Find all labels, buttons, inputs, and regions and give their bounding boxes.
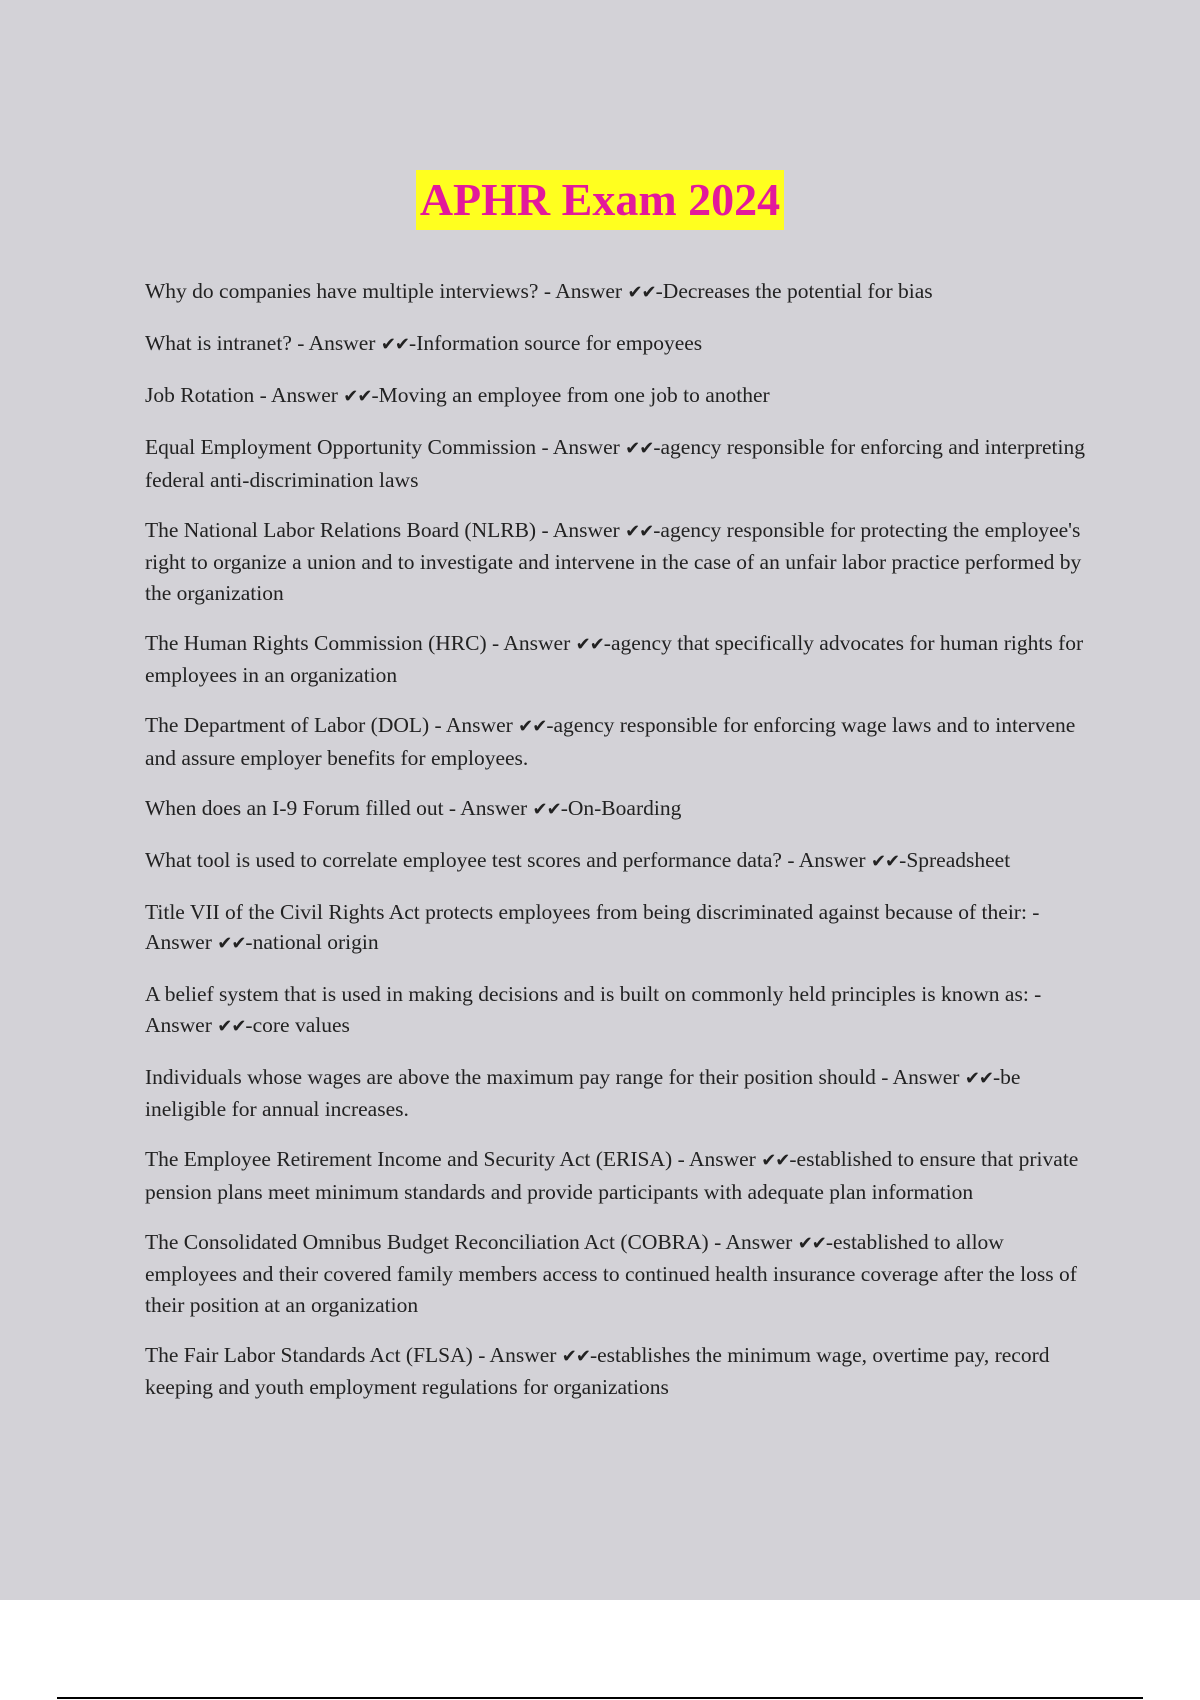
double-check-icon: ✔✔ xyxy=(575,633,604,655)
answer-label: Answer xyxy=(555,279,623,303)
double-check-icon: ✔✔ xyxy=(870,850,900,872)
question-text: What is intranet? xyxy=(145,331,292,355)
answer-label: Answer xyxy=(145,1012,212,1037)
qa-item: The National Labor Relations Board (NLRB) - Answer ✔✔-agency responsible for protecting the employee's right to organize a union and to investigate and intervene in the case of an unfair labor practice performed by the organization xyxy=(145,517,1082,605)
footer-rule xyxy=(57,1697,1143,1699)
answer-label: Answer xyxy=(460,795,528,820)
answer-text: established to ensure that private pension plans meet minimum standards and provide participants with adequate plan information xyxy=(145,1147,1079,1204)
qa-item: The Employee Retirement Income and Security Act (ERISA) - Answer ✔✔-established to ensure that private pension plans meet minimum standards and provide participants with adequate plan information xyxy=(145,1147,1079,1204)
double-check-icon: ✔✔ xyxy=(761,1150,790,1171)
answer-text: Moving an employee from one job to another xyxy=(378,383,770,407)
answer-text: agency that specifically advocates for human rights for employees in an organization xyxy=(145,630,1084,687)
answer-label: Answer xyxy=(271,383,338,407)
double-check-icon: ✔✔ xyxy=(217,1015,246,1037)
answer-label: Answer xyxy=(552,435,620,459)
double-check-icon: ✔✔ xyxy=(532,798,561,820)
answer-text: core values xyxy=(252,1012,350,1037)
question-text: The Human Rights Commission (HRC) xyxy=(145,630,487,655)
question-text: The Department of Labor (DOL) xyxy=(145,713,430,737)
question-text: What tool is used to correlate employee test scores and performance data? xyxy=(145,847,782,872)
answer-text: national origin xyxy=(252,930,379,954)
qa-item: The Consolidated Omnibus Budget Reconciliation Act (COBRA) - Answer ✔✔-established to allow employees and their covered family members access to continued health insurance coverage after the loss of their position at an organization xyxy=(145,1229,1077,1317)
qa-item: What is intranet? - Answer ✔✔-Information source for empoyees xyxy=(145,331,703,355)
question-text: The National Labor Relations Board (NLRB) xyxy=(145,517,537,542)
qa-item: The Fair Labor Standards Act (FLSA) - Answer ✔✔-establishes the minimum wage, overtime pay, record keeping and youth employment regulations for organizations xyxy=(145,1342,1050,1399)
qa-item: The Department of Labor (DOL) - Answer ✔✔-agency responsible for enforcing wage laws and to intervene and assure employer benefits for employees. xyxy=(145,713,1076,770)
question-text: A belief system that is used in making decisions and is built on commonly held principles is known as: xyxy=(145,982,1029,1006)
answer-text: agency responsible for enforcing and interpreting federal anti-discrimination laws xyxy=(145,435,1085,492)
answer-label: Answer xyxy=(503,630,571,655)
question-text: Equal Employment Opportunity Commission xyxy=(145,435,537,459)
answer-text: agency responsible for enforcing wage laws and to intervene and assure employer benefits for employees. xyxy=(145,713,1076,770)
question-text: When does an I-9 Forum filled out xyxy=(145,795,444,820)
qa-item: Why do companies have multiple interviews? - Answer ✔✔-Decreases the potential for bias xyxy=(145,279,933,303)
answer-text: Spreadsheet xyxy=(906,847,1011,872)
answer-text: be ineligible for annual increases. xyxy=(145,1064,1021,1121)
double-check-icon: ✔✔ xyxy=(627,282,656,303)
double-check-icon: ✔✔ xyxy=(625,520,654,542)
answer-label: Answer xyxy=(798,847,866,872)
question-text: The Consolidated Omnibus Budget Reconciliation Act (COBRA) xyxy=(145,1229,709,1254)
question-text: Job Rotation xyxy=(145,383,255,407)
double-check-icon: ✔✔ xyxy=(964,1067,993,1089)
double-check-icon: ✔✔ xyxy=(217,933,246,954)
question-text: The Employee Retirement Income and Security Act (ERISA) xyxy=(145,1147,673,1171)
qa-item: The Human Rights Commission (HRC) - Answer ✔✔-agency that specifically advocates for human rights for employees in an organization xyxy=(145,630,1084,687)
qa-item: When does an I-9 Forum filled out - Answer ✔✔-On-Boarding xyxy=(145,795,682,820)
answer-text: agency responsible for protecting the employee's right to organize a union and to investigate and intervene in the case of an unfair labor practice performed by the organization xyxy=(145,517,1082,605)
question-text: Individuals whose wages are above the maximum pay range for their position should xyxy=(145,1064,876,1089)
question-text: Why do companies have multiple interviews? xyxy=(145,279,539,303)
qa-item: Title VII of the Civil Rights Act protects employees from being discriminated against because of their: - Answer ✔✔-national origin xyxy=(145,899,1040,954)
answer-text: Decreases the potential for bias xyxy=(662,279,933,303)
double-check-icon: ✔✔ xyxy=(561,1345,590,1367)
answer-label: Answer xyxy=(688,1147,756,1171)
answer-label: Answer xyxy=(489,1342,557,1367)
double-check-icon: ✔✔ xyxy=(343,386,372,407)
answer-text: Information source for empoyees xyxy=(416,331,703,355)
qa-item: What tool is used to correlate employee test scores and performance data? - Answer ✔✔-Spreadsheet xyxy=(145,847,1011,872)
answer-label: Answer xyxy=(892,1064,960,1089)
question-text: Title VII of the Civil Rights Act protects employees from being discriminated against because of their: xyxy=(145,899,1027,924)
answer-label: Answer xyxy=(725,1229,793,1254)
qa-item: Equal Employment Opportunity Commission - Answer ✔✔-agency responsible for enforcing and interpreting federal anti-discrimination laws xyxy=(145,435,1085,492)
double-check-icon: ✔✔ xyxy=(380,334,410,355)
answer-label: Answer xyxy=(145,930,212,954)
page-title: APHR Exam 2024 xyxy=(416,170,784,230)
qa-item: Individuals whose wages are above the maximum pay range for their position should - Answer ✔✔-be ineligible for annual increases. xyxy=(145,1064,1021,1121)
answer-text: established to allow employees and their covered family members access to continued health insurance coverage after the loss of their position at an organization xyxy=(145,1229,1077,1317)
title-wrap xyxy=(0,170,1200,230)
qa-item: Job Rotation - Answer ✔✔-Moving an employee from one job to another xyxy=(145,383,770,407)
answer-text: establishes the minimum wage, overtime pay, record keeping and youth employment regulations for organizations xyxy=(145,1342,1050,1399)
double-check-icon: ✔✔ xyxy=(625,438,654,459)
answer-text: On-Boarding xyxy=(567,795,682,820)
double-check-icon: ✔✔ xyxy=(518,716,547,737)
double-check-icon: ✔✔ xyxy=(797,1232,826,1254)
qa-item: A belief system that is used in making decisions and is built on commonly held principles is known as: - Answer ✔✔-core values xyxy=(145,982,1042,1037)
qa-list xyxy=(145,276,1090,1422)
question-text: The Fair Labor Standards Act (FLSA) xyxy=(145,1342,473,1367)
answer-label: Answer xyxy=(308,331,376,355)
answer-label: Answer xyxy=(552,517,620,542)
answer-label: Answer xyxy=(445,713,513,737)
